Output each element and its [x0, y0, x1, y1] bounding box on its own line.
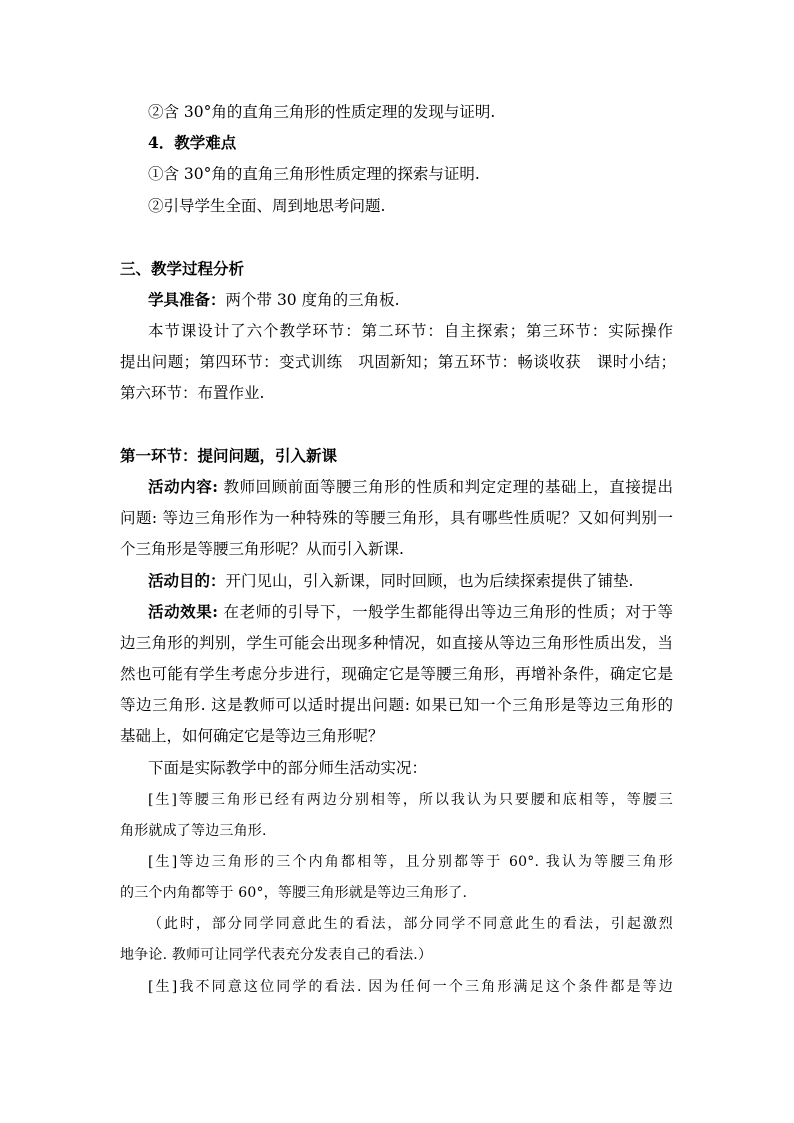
effect-line-4: 等边三角形. 这是教师可以适时提出问题: 如果已知一个三角形是等边三角形的: [120, 696, 673, 714]
difficulty-item-1: ①含 30°角的直角三角形性质定理的探索与证明.: [148, 165, 480, 183]
section-3-heading: 三、教学过程分析: [120, 259, 245, 278]
content-line-2: 问题: 等边三角形作为一种特殊的等腰三角形，具有哪些性质呢？又如何判别一: [120, 509, 673, 527]
tools-text: 两个带 30 度角的三角板.: [225, 291, 400, 309]
tools-label: 学具准备：: [148, 290, 226, 309]
note-line-1: （此时，部分同学同意此生的看法，部分同学不同意此生的看法，引起激烈: [148, 916, 673, 932]
note-line-2: 地争论. 教师可让同学代表充分发表自己的看法.）: [120, 947, 433, 963]
key-point-2: ②含 30°角的直角三角形的性质定理的发现与证明.: [148, 103, 496, 121]
content-line-1: [148, 476, 673, 498]
effect-line-5: 基础上，如何确定它是等边三角形呢？: [120, 727, 384, 745]
record-intro: 下面是实际教学中的部分师生活动实况：: [148, 759, 428, 777]
dialog-1-line-1: [生]等腰三角形已经有两边分别相等，所以我认为只要腰和底相等，等腰三: [148, 792, 673, 808]
design-line-1: 本节课设计了六个教学环节：第二环节：自主探索；第三环节：实际操作: [148, 322, 673, 340]
difficulty-item-2: ②引导学生全面、周到地思考问题.: [148, 197, 386, 215]
effect-label: 活动效果:: [148, 602, 219, 621]
effect-line-2: 边三角形的判别，学生可能会出现多种情况，如直接从等边三角形性质出发，当: [120, 634, 673, 652]
content-line-3: 个三角形是等腰三角形呢？从而引入新课.: [120, 540, 404, 558]
content-label: 活动内容:: [148, 477, 219, 496]
dialog-2-line-2: 的三个内角都等于 60°，等腰三角形就是等边三角形了.: [120, 885, 468, 901]
dialog-3-line-1: [生]我不同意这位同学的看法. 因为任何一个三角形满足这个条件都是等边: [148, 979, 673, 995]
purpose-line: [148, 570, 633, 592]
effect-text: 在老师的引导下，一般学生都能得出等边三角形的性质；对于等: [218, 603, 673, 621]
effect-line-3: 然也可能有学生考虑分步进行，现确定它是等腰三角形，再增补条件，确定它是: [120, 665, 673, 683]
tools-line: [148, 289, 400, 311]
content-text: 教师回顾前面等腰三角形的性质和判定定理的基础上，直接提出: [218, 478, 673, 496]
purpose-text: 开门见山，引入新课，同时回顾，也为后续探索提供了铺垫.: [225, 572, 634, 590]
purpose-label: 活动目的：: [148, 571, 226, 590]
dialog-2-line-1: [生]等边三角形的三个内角都相等，且分别都等于 60°. 我认为等腰三角形: [148, 854, 673, 870]
design-line-2: 提出问题；第四环节：变式训练 巩固新知；第五环节：畅谈收获 课时小结；: [120, 353, 676, 371]
effect-line-1: [148, 601, 673, 623]
dialog-1-line-2: 角形就成了等边三角形.: [120, 823, 267, 839]
design-line-3: 第六环节：布置作业.: [120, 384, 265, 402]
stage-1-heading: 第一环节：提问问题，引入新课: [120, 446, 338, 465]
difficulty-heading: 4．教学难点: [148, 133, 237, 152]
